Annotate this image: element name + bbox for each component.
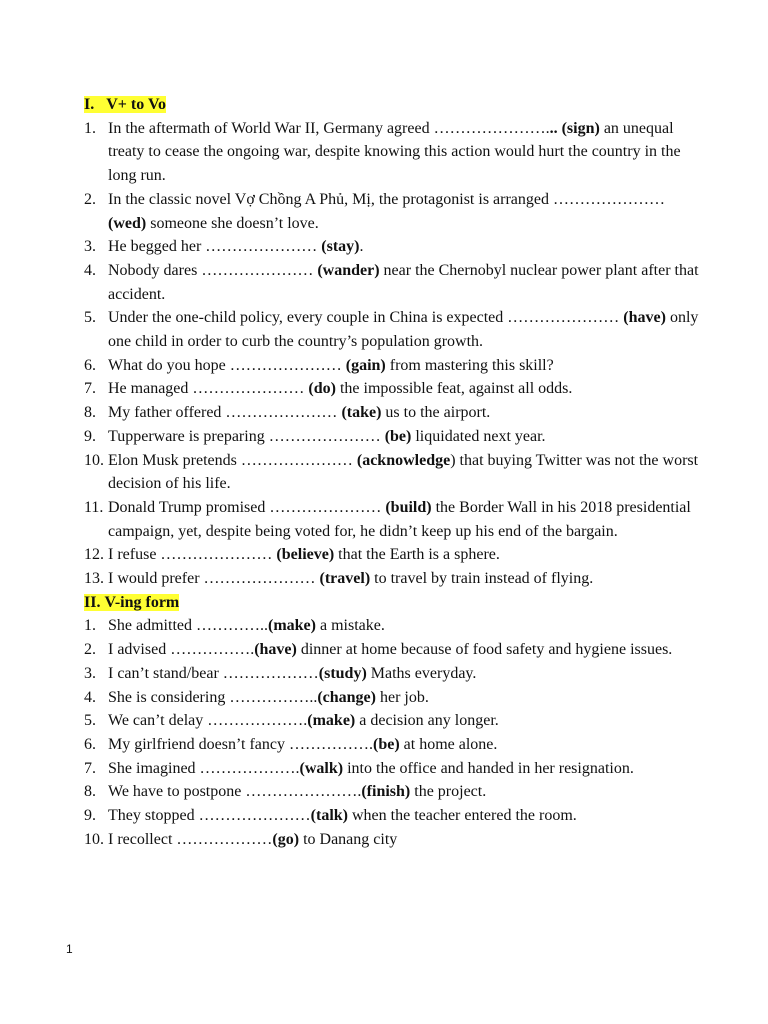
exercise-item — [84, 828, 704, 852]
sentence-text: the impossible feat, against all odds. — [335, 380, 573, 398]
sentence-text: I refuse ………………… — [108, 546, 277, 564]
sentence-text: They stopped ………………… — [108, 807, 311, 825]
item-number: 10. — [84, 830, 104, 848]
exercise-item — [84, 709, 704, 733]
sentence-text: ) that buying Twitter was not the worst decision of his life. — [108, 451, 699, 493]
sentence-text: liquidated next year. — [411, 427, 546, 445]
verb-cue: (believe) — [276, 546, 335, 564]
item-number: 6. — [84, 356, 96, 374]
item-number: 6. — [84, 735, 96, 753]
sentence-text: at home alone. — [399, 735, 498, 753]
exercise-item — [84, 401, 704, 425]
exercise-item — [84, 354, 704, 378]
item-number: 11. — [84, 498, 104, 516]
verb-cue: (build) — [385, 498, 432, 516]
sentence-text: In the classic novel Vợ Chồng A Phủ, Mị, the protagonist is arranged ………………… — [108, 190, 665, 208]
sentence-text: . — [359, 238, 364, 256]
item-number: 7. — [84, 759, 96, 777]
sentence-text: She admitted ………….. — [108, 617, 268, 635]
verb-cue: (talk) — [310, 807, 348, 825]
sentence-text: to Danang city — [299, 830, 398, 848]
exercise-item — [84, 188, 704, 235]
verb-cue: (walk) — [299, 759, 344, 777]
exercise-item — [84, 804, 704, 828]
sentence-text: from mastering this skill? — [385, 356, 554, 374]
sentence-text: when the teacher entered the room. — [347, 807, 577, 825]
verb-cue: (be) — [373, 735, 400, 753]
item-number: 1. — [84, 119, 96, 137]
item-number: 13. — [84, 570, 104, 588]
item-number: 1. — [84, 617, 96, 635]
exercise-item — [84, 377, 704, 401]
item-number: 3. — [84, 238, 96, 256]
item-number: 2. — [84, 641, 96, 659]
sentence-text: to travel by train instead of flying. — [370, 570, 594, 588]
verb-cue: (stay) — [321, 238, 360, 256]
sentence-text: She imagined ………………. — [108, 759, 300, 777]
sentence-text: He begged her ………………… — [108, 238, 322, 256]
sentence-text: us to the airport. — [381, 404, 491, 422]
sentence-text: I recollect ……………… — [108, 830, 273, 848]
item-number: 8. — [84, 404, 96, 422]
verb-cue: (study) — [318, 664, 367, 682]
item-number: 7. — [84, 380, 96, 398]
sentence-text: into the office and handed in her resignation. — [343, 759, 634, 777]
item-number: 9. — [84, 427, 96, 445]
sentence-text: What do you hope ………………… — [108, 356, 346, 374]
sentence-text: Maths everyday. — [366, 664, 477, 682]
exercise-item — [84, 662, 704, 686]
sentence-text: an unequal treaty to cease the ongoing war, despite knowing this action would hurt the country in the long run. — [108, 119, 681, 185]
sentence-text: Nobody dares ………………… — [108, 261, 318, 279]
exercise-list-gerund — [84, 614, 704, 851]
sentence-text: a mistake. — [315, 617, 385, 635]
sentence-text: her job. — [375, 688, 429, 706]
exercise-item — [84, 780, 704, 804]
exercise-item — [84, 449, 704, 496]
document-page — [84, 93, 704, 851]
exercise-item — [84, 686, 704, 710]
item-number: 9. — [84, 807, 96, 825]
item-number: 8. — [84, 783, 96, 801]
exercise-item — [84, 543, 704, 567]
verb-cue: (change) — [317, 688, 376, 706]
exercise-item — [84, 117, 704, 188]
item-number: 12. — [84, 546, 104, 564]
item-number: 3. — [84, 664, 96, 682]
item-number: 5. — [84, 712, 96, 730]
sentence-text: I can’t stand/bear ……………… — [108, 664, 319, 682]
exercise-item — [84, 306, 704, 353]
sentence-text: Tupperware is preparing ………………… — [108, 427, 385, 445]
item-number: 4. — [84, 261, 96, 279]
verb-cue: (wander) — [317, 261, 380, 279]
verb-cue: (take) — [341, 404, 382, 422]
sentence-text: My girlfriend doesn’t fancy ……………. — [108, 735, 373, 753]
item-number: 2. — [84, 190, 96, 208]
exercise-item — [84, 259, 704, 306]
section-heading-v-to-vo — [84, 93, 704, 117]
exercise-item — [84, 638, 704, 662]
exercise-list-to-infinitive — [84, 117, 704, 591]
sentence-text: only one child in order to curb the country’s population growth. — [108, 309, 699, 351]
verb-cue: (finish) — [361, 783, 411, 801]
exercise-item — [84, 733, 704, 757]
verb-cue: (gain) — [345, 356, 386, 374]
sentence-text: Donald Trump promised ………………… — [108, 498, 386, 516]
verb-cue: .. (sign) — [549, 119, 600, 137]
exercise-item — [84, 567, 704, 591]
sentence-text: dinner at home because of food safety and hygiene issues. — [296, 641, 673, 659]
verb-cue: (have) — [254, 641, 297, 659]
verb-cue: (travel) — [319, 570, 371, 588]
section-number: II. — [84, 593, 101, 611]
section-title: V+ to Vo — [106, 96, 167, 113]
sentence-text: the project. — [410, 783, 487, 801]
page-number: 1 — [66, 942, 73, 956]
sentence-text: a decision any longer. — [355, 712, 499, 730]
exercise-item — [84, 614, 704, 638]
verb-cue: (be) — [384, 427, 412, 445]
sentence-text: I would prefer ………………… — [108, 570, 320, 588]
exercise-item — [84, 235, 704, 259]
exercise-item — [84, 425, 704, 449]
verb-cue: (have) — [623, 309, 666, 327]
sentence-text: My father offered ………………… — [108, 404, 342, 422]
sentence-text: near the Chernobyl nuclear power plant after that accident. — [108, 261, 699, 303]
section-number: I. — [84, 96, 95, 113]
item-number: 5. — [84, 309, 96, 327]
section-title: V-ing form — [104, 593, 180, 611]
verb-cue: (go) — [272, 830, 300, 848]
section-heading-v-ing — [84, 591, 704, 615]
sentence-text: that the Earth is a sphere. — [334, 546, 500, 564]
verb-cue: (acknowledge — [356, 451, 451, 469]
sentence-text: the Border Wall in his 2018 presidential campaign, yet, despite being voted for, he didn’t keep up his end of the bargain. — [108, 498, 691, 540]
sentence-text: He managed ………………… — [108, 380, 309, 398]
verb-cue: (make) — [267, 617, 316, 635]
verb-cue: (do) — [308, 380, 336, 398]
sentence-text: We can’t delay ………………. — [108, 712, 308, 730]
item-number: 10. — [84, 451, 104, 469]
sentence-text: In the aftermath of World War II, Germany agreed …………………. — [108, 119, 550, 137]
item-number: 4. — [84, 688, 96, 706]
verb-cue: (wed) — [108, 214, 147, 232]
sentence-text: We have to postpone …………………. — [108, 783, 362, 801]
exercise-item — [84, 496, 704, 543]
exercise-item — [84, 757, 704, 781]
sentence-text: Elon Musk pretends ………………… — [108, 451, 357, 469]
verb-cue: (make) — [307, 712, 356, 730]
sentence-text: She is considering …………….. — [108, 688, 318, 706]
sentence-text: Under the one-child policy, every couple in China is expected ………………… — [108, 309, 624, 327]
sentence-text: someone she doesn’t love. — [146, 214, 319, 232]
sentence-text: I advised ……………. — [108, 641, 255, 659]
